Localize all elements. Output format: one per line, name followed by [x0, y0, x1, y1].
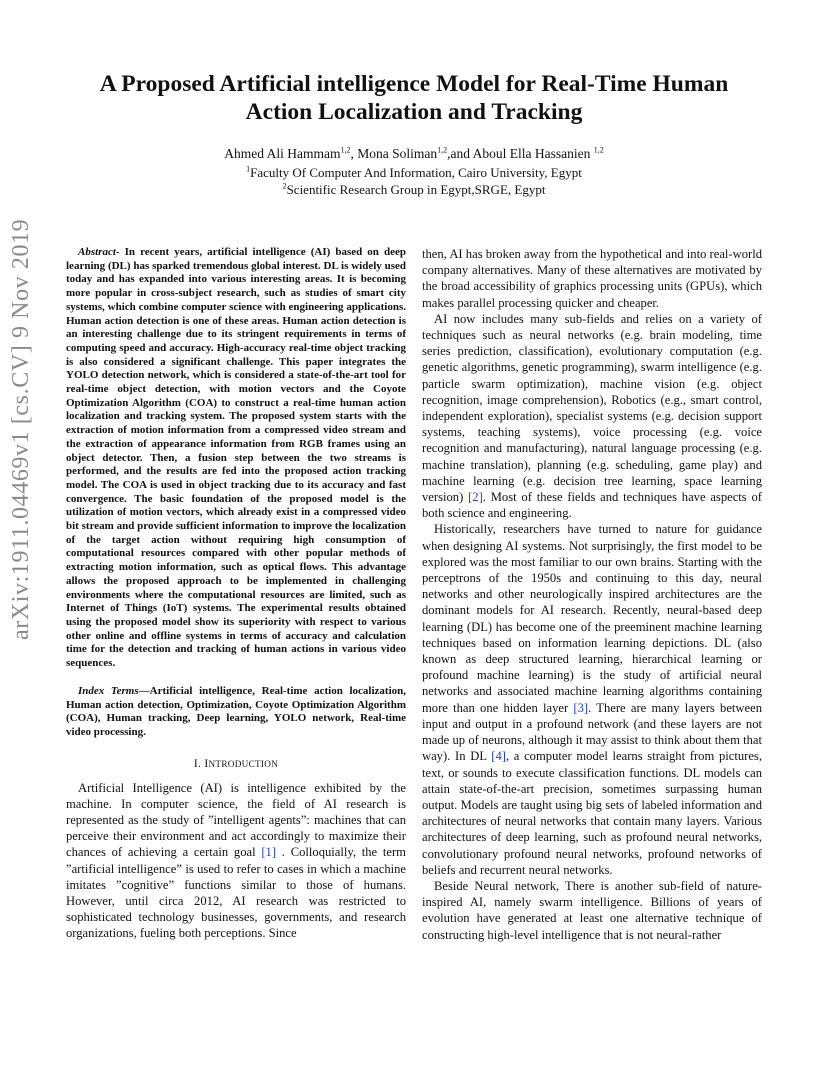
intro-paragraph: [66, 780, 406, 942]
index-terms: [66, 685, 406, 740]
affiliation-2: [0, 182, 828, 198]
body-text: . Colloquially, the term ”artificial intelligence” is used to refer to cases in which a machine imitates ”cognitive” functions similar to those of humans. However, until circa 2012, AI research was restricted to sophisticated technology businesses, governments, and research organizations, fueling both perceptions. Since: [66, 845, 406, 941]
author-affil-sup: 1,2: [593, 145, 604, 155]
body-text: AI now includes many sub-fields and relies on a variety of techniques such as neural networks (e.g. brain modeling, time series prediction, classification), evolutionary computation (e.g. genetic algorithms, genetic programming), swarm intelligence (e.g. particle swarm optimization), machine vision (e.g. object recognition, image comprehension), Robotics (e.g., smart control, independent exploration), specialist systems (e.g. decision support systems, teaching systems), voice processing (e.g. voice recognition and manufacturing), natural language processing (e.g. machine translation), planning (e.g. scheduling, game play) and machine learning (e.g. decision tree learning, space learning version): [422, 311, 762, 505]
body-text: . There are many layers between input and output in a profound network (and these layers are not made up of neurons, although it may assist to think about them that way). In DL: [422, 700, 762, 764]
abstract-label: Abstract-: [78, 246, 120, 258]
abstract: [66, 246, 406, 671]
affil-text: Faculty Of Computer And Information, Cairo University, Egypt: [250, 165, 582, 180]
abstract-text: In recent years, artificial intelligence (AI) based on deep learning (DL) has sparked tremendous global interest. DL is widely used today and has expanded into various interesting areas. It is becoming more popular in cross-subject research, such as studies of smart city systems, which combine computer science with engineering applications. Human action detection is one of these areas. Human action detection is an interesting challenge due to its stringent requirements in terms of computing speed and accuracy. High-accuracy real-time object tracking is also considered a significant challenge. This paper integrates the YOLO detection network, which is considered a state-of-the-art tool for real-time object detection, with motion vectors and the Coyote Optimization Algorithm (COA) to construct a real-time human action localization and tracking system. The proposed system starts with the extraction of motion information from a compressed video stream and the extraction of appearance information from RGB frames using an object detector. Then, a fusion step between the two streams is performed, and the results are fed into the proposed action tracking model. The COA is used in object tracking due to its accuracy and fast convergence. The basic foundation of the proposed model is the utilization of motion vectors, which already exist in a compressed video bit stream and provide sufficient information to improve the localization of the target action without requiring high consumption of computational resources compared with other popular methods of extracting motion information, such as optical flows. This advantage allows the proposed approach to be implemented in challenging environments where the computational resources are limited, such as Internet of Things (IoT) systems. The experimental results obtained using the proposed model show its superiority with respect to various other online and offline systems in terms of accuracy and calculation time for the detection and tracking of human actions in various video sequences.: [66, 246, 406, 670]
title-line-1: A Proposed Artificial intelligence Model for Real-Time Human: [99, 71, 729, 97]
section-title-cap: I: [204, 757, 209, 770]
citation-link[interactable]: [4]: [491, 749, 506, 764]
section-title-rest: NTRODUCTION: [208, 758, 279, 769]
title-line-2: Action Localization and Tracking: [245, 99, 583, 125]
author-name: ,and Aboul Ella Hassanien: [447, 146, 594, 161]
author-name: , Mona Soliman: [350, 146, 438, 161]
body-text: , a computer model learns straight from pictures, text, or sounds to execute classification functions. DL models can attain state-of-the-art precision, sometimes surpassing human output. Models are taught using big sets of labeled information and architectures of neural networks that contain many layers. Various architectures of deep learning, such as profound neural networks, convolutionary profound neural networks, profound networks of beliefs and recurrent neural networks.: [422, 749, 762, 877]
body-paragraph: [422, 311, 762, 522]
author-name: Ahmed Ali Hammam: [224, 146, 341, 161]
author-affil-sup: 1,2: [340, 145, 351, 155]
affil-text: Scientific Research Group in Egypt,SRGE, Egypt: [286, 182, 546, 197]
citation-link[interactable]: [2]: [468, 490, 483, 505]
index-terms-label: Index Terms: [78, 684, 139, 697]
index-terms-text: —Artificial intelligence, Real-time action localization, Human action detection, Optimization, Coyote Optimization Algorithm (COA), Human tracking, Deep learning, YOLO network, Real-time video processing.: [66, 684, 406, 738]
right-column: [422, 246, 762, 943]
body-text: Historically, researchers have turned to nature for guidance when designing AI systems. Not surprisingly, the first model to be explored was the most familiar to our own brains. Starting with the perceptrons of the 1950s and continuing to this day, neural networks and other neurologically inspired architectures are the dominant models for AI research. Recently, neural-based deep learning (DL) has become one of the preeminent machine learning techniques based on information learning depictions. DL (also known as deep structured learning, hierarchical learning or profound machine learning) is the study of artificial neural networks and associated machine learning algorithms containing more than one hidden layer: [422, 522, 762, 715]
section-number: I.: [193, 757, 205, 770]
citation-link[interactable]: [1]: [261, 845, 277, 860]
body-text: . Most of these fields and techniques have aspects of both science and engineering.: [422, 490, 762, 521]
affil-sup: 2: [282, 181, 287, 191]
body-text: Artificial Intelligence (AI) is intelligence exhibited by the machine. In computer science, the field of AI research is represented as the study of ”intelligent agents”: machines that can perceive their environment and act accordingly to maximize their chances of achieving a certain goal: [66, 780, 406, 860]
arxiv-identifier: arXiv:1911.04469v1 [cs.CV] 9 Nov 2019: [8, 218, 34, 640]
affiliation-1: [0, 165, 828, 181]
body-paragraph: Beside Neural network, There is another sub-field of nature-inspired AI, namely swarm intelligence. Billions of years of evolution have generated at least one alternative technique of constructing high-level intelligence that is not neural-rather: [422, 878, 762, 942]
paper-title: [0, 70, 828, 126]
citation-link[interactable]: [3]: [573, 700, 589, 715]
body-paragraph: then, AI has broken away from the hypothetical and into real-world company alternatives. Many of these alternatives are motivated by the broad accessibility of graphics processing units (GPUs), which makes parallel processing quicker and cheaper.: [422, 247, 762, 310]
body-paragraph: [422, 521, 762, 877]
left-column: [66, 246, 406, 942]
author-list: [0, 146, 828, 162]
affil-sup: 1: [246, 164, 251, 174]
author-affil-sup: 1,2: [437, 145, 448, 155]
section-heading-introduction: [66, 758, 406, 770]
